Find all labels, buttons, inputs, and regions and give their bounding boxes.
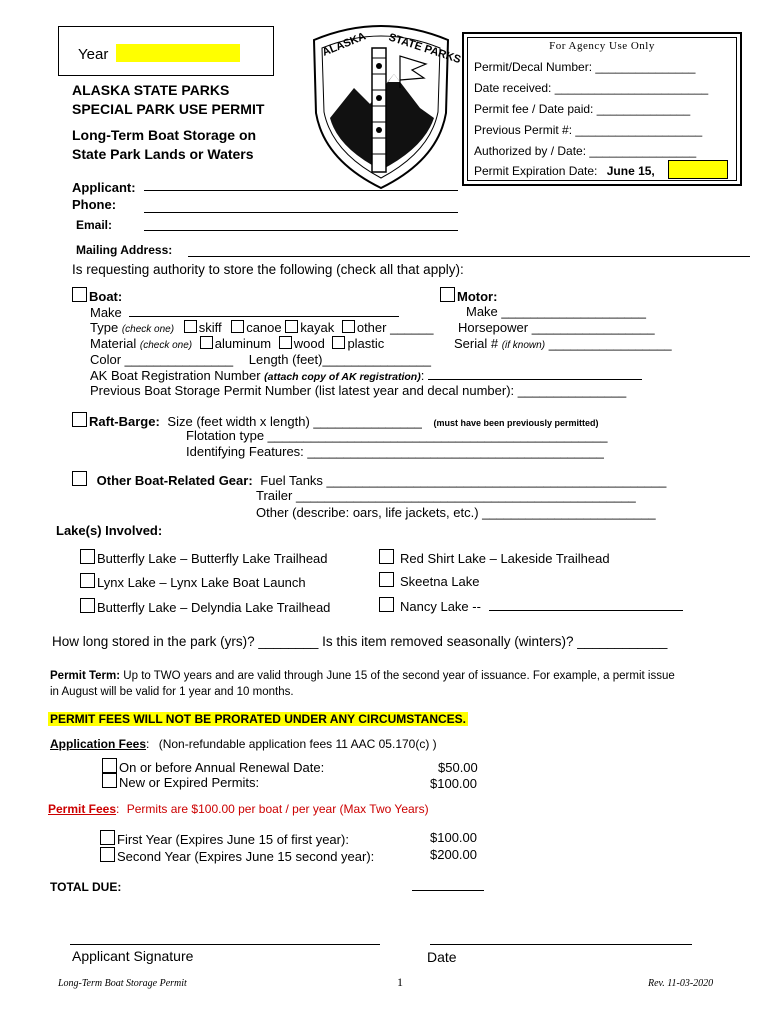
permit-fee-first-year-checkbox[interactable] <box>100 830 115 845</box>
permit-term-label: Permit Term: <box>50 670 121 682</box>
boat-make-row <box>90 304 399 320</box>
email-field[interactable] <box>144 230 458 231</box>
motor-serial-label: Serial # <box>454 336 499 351</box>
boat-material-label: Material <box>90 336 137 351</box>
expiration-date-row <box>474 164 655 178</box>
subtitle-line1: Long-Term Boat Storage on <box>72 127 257 143</box>
motor-serial-hint: (if known) <box>501 340 546 351</box>
boat-registration-row: AK Boat Registration Number (attach copy of AK registration): <box>90 367 642 383</box>
permit-fee-item-2 <box>100 847 374 864</box>
lake-butterfly-trailhead-checkbox[interactable] <box>80 549 95 564</box>
lake-left-3 <box>80 598 330 615</box>
applicant-field[interactable] <box>144 190 458 191</box>
permit-fee-item-1 <box>100 830 349 847</box>
permit-term-line1 <box>50 670 675 682</box>
application-fees-label: Application Fees <box>50 737 147 751</box>
permit-fee-first-year-label: First Year (Expires June 15 of first year): <box>117 832 349 847</box>
permit-decal-field[interactable]: Permit/Decal Number: _______________ <box>474 60 696 74</box>
footer-title: Long-Term Boat Storage Permit <box>58 978 187 989</box>
type-skiff-checkbox[interactable] <box>184 320 197 333</box>
boat-color-field[interactable]: Color _______________ <box>90 352 234 367</box>
motor-row <box>440 287 497 304</box>
app-fee-new-checkbox[interactable] <box>102 773 117 788</box>
year-field[interactable] <box>116 44 240 62</box>
application-fees-row: Application Fees: (Non-refundable application fees 11 AAC 05.170(c) ) <box>50 737 437 751</box>
svg-text:ALASKA: ALASKA <box>320 30 368 59</box>
total-due-label: TOTAL DUE: <box>50 880 122 894</box>
page-number: 1 <box>397 975 403 989</box>
permit-term-text2: in August will be valid for 1 year and 10 months. <box>50 686 294 698</box>
raft-flotation-field[interactable]: Flotation type _______________________________________________ <box>186 428 608 443</box>
revision-date: Rev. 11-03-2020 <box>648 978 714 989</box>
permit-fee-first-year-amount: $100.00 <box>430 830 477 845</box>
expiration-value: June 15, <box>606 164 655 178</box>
agency-title: For Agency Use Only <box>549 40 655 52</box>
boat-registration-label: AK Boat Registration Number <box>90 368 261 383</box>
application-fees-note: (Non-refundable application fees 11 AAC 05.170(c) ) <box>158 737 437 751</box>
raft-size-field[interactable]: Size (feet width x length) _______________ <box>167 414 422 429</box>
lake-butterfly-delyndia-label: Butterfly Lake – Delyndia Lake Trailhead <box>97 600 331 615</box>
agency-use-box <box>462 32 742 186</box>
app-fee-renewal-label: On or before Annual Renewal Date: <box>119 760 325 775</box>
lake-lynx-checkbox[interactable] <box>80 573 95 588</box>
boat-registration-field[interactable] <box>428 367 642 380</box>
app-fee-renewal-checkbox[interactable] <box>102 758 117 773</box>
total-due-field[interactable] <box>412 890 484 891</box>
app-fee-renewal-amount: $50.00 <box>438 760 478 775</box>
lake-red-shirt-label: Red Shirt Lake – Lakeside Trailhead <box>400 551 610 566</box>
lake-nancy-field[interactable] <box>489 598 683 611</box>
permit-fees-row: Permit Fees: Permits are $100.00 per boat / per year (Max Two Years) <box>48 802 429 816</box>
boat-type-row <box>90 320 433 335</box>
subtitle-line2: State Park Lands or Waters <box>72 146 254 162</box>
boat-type-hint: (check one) <box>121 324 175 335</box>
lake-butterfly-trailhead-label: Butterfly Lake – Butterfly Lake Trailhead <box>97 551 328 566</box>
lake-skeetna-checkbox[interactable] <box>379 572 394 587</box>
boat-row <box>72 287 122 304</box>
phone-field[interactable] <box>144 212 458 213</box>
boat-color-row <box>90 352 431 367</box>
applicant-signature-label: Applicant Signature <box>72 948 194 964</box>
storage-question[interactable]: How long stored in the park (yrs)? ________ Is this item removed seasonally (winters)? ____________ <box>52 634 668 649</box>
boat-registration-hint: (attach copy of AK registration) <box>264 371 421 383</box>
authorized-by-field[interactable]: Authorized by / Date: ________________ <box>474 144 697 158</box>
app-fee-item-2 <box>102 773 259 790</box>
boat-make-field[interactable] <box>129 304 399 317</box>
gear-row <box>72 471 666 488</box>
material-plastic-label: plastic <box>347 336 385 351</box>
boat-label: Boat: <box>89 289 123 304</box>
date-field[interactable] <box>430 944 692 945</box>
expiration-label: Permit Expiration Date: <box>474 164 598 178</box>
request-text: Is requesting authority to store the following (check all that apply): <box>72 262 464 277</box>
lake-nancy-label: Nancy Lake -- <box>400 599 481 614</box>
gear-trailer-field[interactable]: Trailer _______________________________________________ <box>256 488 636 503</box>
gear-label: Other Boat-Related Gear: <box>96 473 253 488</box>
title-line1: ALASKA STATE PARKS <box>72 82 230 98</box>
mailing-label: Mailing Address: <box>76 243 173 257</box>
material-aluminum-label: aluminum <box>214 336 272 351</box>
lake-left-1 <box>80 549 328 566</box>
gear-checkbox[interactable] <box>72 471 87 486</box>
motor-checkbox[interactable] <box>440 287 455 302</box>
boat-material-hint: (check one) <box>139 340 193 351</box>
boat-previous-permit-field[interactable]: Previous Boat Storage Permit Number (list latest year and decal number): _______________ <box>90 383 627 398</box>
motor-make-field[interactable]: Make ____________________ <box>466 304 647 319</box>
svg-text:STATE PARKS: STATE PARKS <box>387 31 463 67</box>
motor-serial-row <box>454 336 672 351</box>
date-received-field[interactable]: Date received: _______________________ <box>474 81 709 95</box>
state-parks-logo <box>308 18 463 190</box>
date-label: Date <box>427 949 457 965</box>
type-canoe-label: canoe <box>246 320 282 335</box>
motor-horsepower-field[interactable]: Horsepower _________________ <box>458 320 655 335</box>
material-plastic-checkbox[interactable] <box>332 336 345 349</box>
lake-red-shirt-checkbox[interactable] <box>379 549 394 564</box>
motor-label: Motor: <box>457 289 498 304</box>
gear-other-field[interactable]: Other (describe: oars, life jackets, etc.) ________________________ <box>256 505 656 520</box>
permit-fees-label: Permit Fees <box>48 802 117 816</box>
raft-size-note: (must have been previously permitted) <box>433 418 599 428</box>
material-wood-label: wood <box>293 336 325 351</box>
raft-identifying-field[interactable]: Identifying Features: _________________________________________ <box>186 444 604 459</box>
permit-term-text1: Up to TWO years and are valid through June 15 of the second year of issuance. For example, a permit issue <box>123 670 675 682</box>
type-other-label: other ______ <box>356 320 434 335</box>
boat-material-row <box>90 336 384 351</box>
lake-left-2 <box>80 573 306 590</box>
gear-fuel-tanks-field[interactable]: Fuel Tanks _______________________________________________ <box>260 473 667 488</box>
raft-checkbox[interactable] <box>72 412 87 427</box>
lake-skeetna-label: Skeetna Lake <box>400 574 480 589</box>
email-label: Email: <box>76 218 113 232</box>
app-fee-new-amount: $100.00 <box>430 776 477 791</box>
permit-fee-second-year-amount: $200.00 <box>430 847 477 862</box>
mailing-field[interactable] <box>188 256 750 257</box>
year-label: Year <box>78 46 109 63</box>
type-kayak-checkbox[interactable] <box>285 320 298 333</box>
permit-fee-second-year-label: Second Year (Expires June 15 second year): <box>117 849 375 864</box>
title-line2: SPECIAL PARK USE PERMIT <box>72 101 265 117</box>
type-other-checkbox[interactable] <box>342 320 355 333</box>
boat-type-label: Type <box>90 320 119 335</box>
raft-label: Raft-Barge: <box>89 414 160 429</box>
boat-checkbox[interactable] <box>72 287 87 302</box>
phone-label: Phone: <box>72 197 117 212</box>
lake-right-1 <box>379 549 610 566</box>
boat-length-field[interactable]: Length (feet)_______________ <box>248 352 431 367</box>
lake-lynx-label: Lynx Lake – Lynx Lake Boat Launch <box>97 575 306 590</box>
permit-fees-note: Permits are $100.00 per boat / per year (Max Two Years) <box>126 802 429 816</box>
applicant-signature-field[interactable] <box>70 944 380 945</box>
lakes-label: Lake(s) Involved: <box>56 523 163 538</box>
lake-right-3 <box>379 597 683 614</box>
previous-permit-field[interactable]: Previous Permit #: ___________________ <box>474 123 703 137</box>
raft-row <box>72 412 599 429</box>
fees-warning: PERMIT FEES WILL NOT BE PRORATED UNDER ANY CIRCUMSTANCES. <box>50 712 467 726</box>
material-wood-checkbox[interactable] <box>279 336 292 349</box>
app-fee-new-label: New or Expired Permits: <box>119 775 260 790</box>
type-skiff-label: skiff <box>198 320 222 335</box>
lake-butterfly-delyndia-checkbox[interactable] <box>80 598 95 613</box>
expiration-year-field[interactable] <box>668 160 728 179</box>
boat-make-label: Make <box>90 305 122 320</box>
permit-fee-second-year-checkbox[interactable] <box>100 847 115 862</box>
fee-date-paid-field[interactable]: Permit fee / Date paid: ______________ <box>474 102 691 116</box>
lake-nancy-checkbox[interactable] <box>379 597 394 612</box>
type-kayak-label: kayak <box>300 320 335 335</box>
lake-right-2 <box>379 572 480 589</box>
material-aluminum-checkbox[interactable] <box>200 336 213 349</box>
type-canoe-checkbox[interactable] <box>231 320 244 333</box>
motor-serial-field[interactable]: _________________ <box>548 336 672 351</box>
applicant-label: Applicant: <box>72 180 136 195</box>
